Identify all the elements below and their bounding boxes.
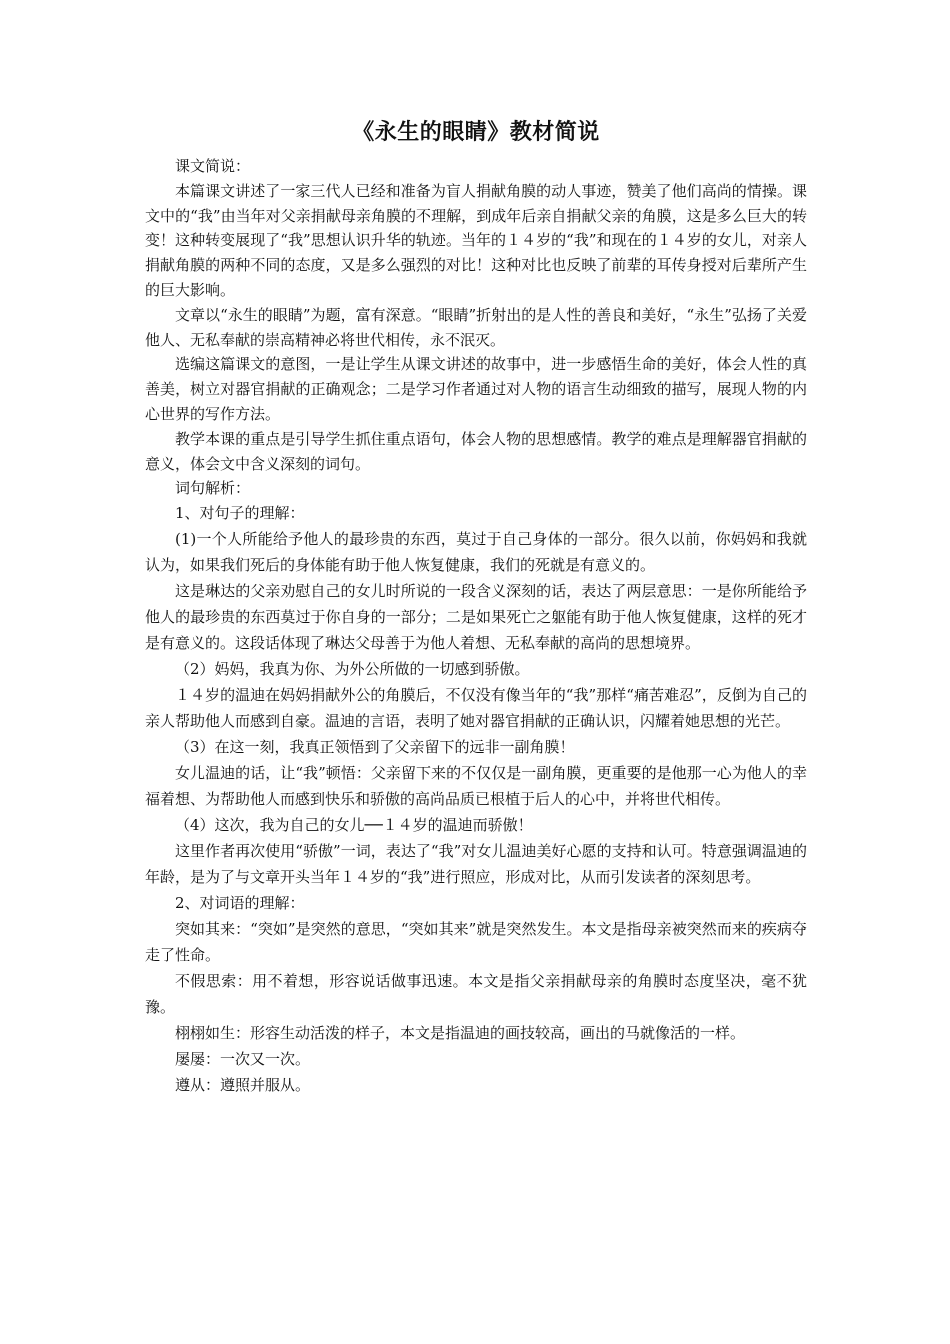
word-entry-5: 遵从：遵照并服从。 xyxy=(175,1075,311,1094)
explanation-sentence-4: 这里作者再次使用“骄傲”一词，表达了“我”对女儿温迪美好心愿的支持和认可。特意强调温迪的年龄，是为了与文章开头当年１４岁的“我”进行照应，形成对比，从而引发读者的深刻思考。 xyxy=(145,841,807,886)
quote-sentence-1: (1)一个人所能给予他人的最珍贵的东西，莫过于自己身体的一部分。很久以前，你妈妈和我就认为，如果我们死后的身体能有助于他人恢复健康，我们的死就是有意义的。 xyxy=(145,529,807,574)
word-entry-2: 不假思索：用不着想，形容说话做事迅速。本文是指父亲捐献母亲的角膜时态度坚决，毫不犹豫。 xyxy=(145,971,807,1016)
section-heading-analysis: 词句解析： xyxy=(175,479,251,498)
paragraph-summary-2: 文章以“永生的眼睛”为题，富有深意。“眼睛”折射出的是人性的善良和美好，“永生”弘扬了关爱他人、无私奉献的崇高精神必将世代相传，永不泯灭。 xyxy=(145,305,807,349)
word-entry-1: 突如其来：“突如”是突然的意思，“突如其来”就是突然发生。本文是指母亲被突然而来的疾病夺走了性命。 xyxy=(145,919,807,964)
word-entry-3: 栩栩如生：形容生动活泼的样子，本文是指温迪的画技较高，画出的马就像活的一样。 xyxy=(175,1023,746,1042)
quote-sentence-4: （4）这次，我为自己的女儿──１４岁的温迪而骄傲！ xyxy=(175,815,533,834)
paragraph-summary-4: 教学本课的重点是引导学生抓住重点语句，体会人物的思想感情。教学的难点是理解器官捐献的意义，体会文中含义深刻的词句。 xyxy=(145,429,807,473)
quote-sentence-2: （2）妈妈，我真为你、为外公所做的一切感到骄傲。 xyxy=(175,659,530,678)
quote-sentence-3: （3）在这一刻，我真正领悟到了父亲留下的远非一副角膜！ xyxy=(175,737,575,756)
document-title: 《永生的眼睛》教材简说 xyxy=(352,120,600,145)
document-content xyxy=(145,118,807,1098)
word-entry-4: 屡屡：一次又一次。 xyxy=(175,1049,311,1068)
subheading-words: 2、对词语的理解： xyxy=(175,893,305,912)
explanation-sentence-2: １４岁的温迪在妈妈捐献外公的角膜后，不仅没有像当年的“我”那样“痛苦难忍”，反倒为自己的亲人帮助他人而感到自豪。温迪的言语，表明了她对器官捐献的正确认识，闪耀着她思想的光芒。 xyxy=(145,685,807,730)
explanation-sentence-1: 这是琳达的父亲劝慰自己的女儿时所说的一段含义深刻的话，表达了两层意思：一是你所能给予他人的最珍贵的东西莫过于你自身的一部分；二是如果死亡之躯能有助于他人恢复健康，这样的死才是有意义的。这段话体现了琳达父母善于为他人着想、无私奉献的高尚的思想境界。 xyxy=(145,581,807,652)
paragraph-summary-1: 本篇课文讲述了一家三代人已经和准备为盲人捐献角膜的动人事迹，赞美了他们高尚的情操。课文中的“我”由当年对父亲捐献母亲角膜的不理解，到成年后亲自捐献父亲的角膜，这是多么巨大的转变！这种转变展现了“我”思想认识升华的轨迹。当年的１４岁的“我”和现在的１４岁的女儿，对亲人捐献角膜的两种不同的态度，又是多么强烈的对比！这种对比也反映了前辈的耳传身授对后辈所产生的巨大影响。 xyxy=(145,181,807,299)
explanation-sentence-3: 女儿温迪的话，让“我”顿悟：父亲留下来的不仅仅是一副角膜，更重要的是他那一心为他人的幸福着想、为帮助他人而感到快乐和骄傲的高尚品质已根植于后人的心中，并将世代相传。 xyxy=(145,763,807,808)
subheading-sentences: 1、对句子的理解： xyxy=(175,504,305,523)
paragraph-summary-3: 选编这篇课文的意图，一是让学生从课文讲述的故事中，进一步感悟生命的美好，体会人性的真善美，树立对器官捐献的正确观念；二是学习作者通过对人物的语言生动细致的描写，展现人物的内心世界的写作方法。 xyxy=(145,355,807,423)
section-heading-text-summary: 课文简说： xyxy=(175,157,251,175)
